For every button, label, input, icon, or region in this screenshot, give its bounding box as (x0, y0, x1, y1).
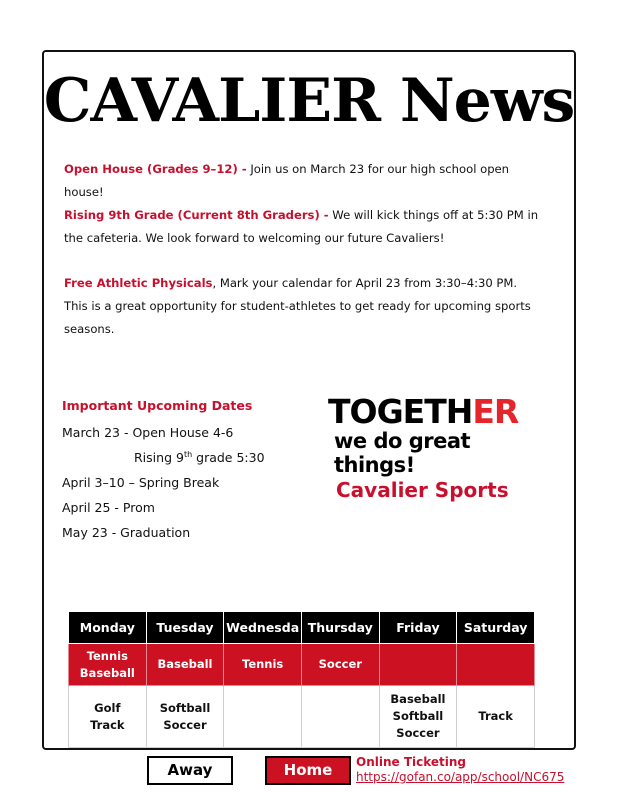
home-games-row (69, 644, 535, 686)
home-cell-wednesday (224, 644, 302, 686)
announcement-heading: Rising 9th Grade (Current 8th Graders) - (64, 208, 329, 222)
together-logo (328, 393, 543, 477)
announcement-open-house (64, 158, 544, 204)
sport-label: Track (478, 709, 513, 723)
date-line: March 23 - Open House 4-6 (62, 425, 234, 440)
home-cell-friday (379, 644, 457, 686)
date-line (134, 450, 265, 465)
announcement-body: We will kick things off at 5:30 PM in the cafeteria. We look forward to welcoming our future Cavaliers! (64, 208, 539, 245)
home-cell-thursday (301, 644, 379, 686)
day-header: Thursday (301, 612, 379, 644)
date-superscript: th (183, 450, 193, 459)
date-text: grade 5:30 (192, 450, 265, 466)
together-tagline: we do great things! (334, 429, 471, 477)
schedule-header-row (69, 612, 535, 644)
away-games-row (69, 686, 535, 748)
home-cell-monday (69, 644, 147, 686)
together-word-black: TOGETH (328, 392, 473, 431)
announcement-heading: Open House (Grades 9–12) - (64, 162, 247, 176)
sport-label: Soccer (163, 717, 207, 732)
together-word-red: ER (472, 392, 519, 431)
date-line: April 3–10 – Spring Break (62, 475, 220, 490)
announcement-heading: Free Athletic Physicals (64, 276, 213, 290)
sport-label: Tennis (86, 648, 128, 663)
away-cell-monday (69, 686, 147, 748)
sports-title: Cavalier Sports (336, 478, 509, 502)
sports-schedule-table (68, 611, 535, 748)
date-line: April 25 - Prom (62, 500, 155, 515)
home-cell-saturday (457, 644, 535, 686)
home-cell-tuesday (146, 644, 224, 686)
home-legend-box: Home (265, 756, 351, 785)
date-line: May 23 - Graduation (62, 525, 191, 540)
sport-label: Softball (159, 700, 211, 715)
together-wordmark (328, 393, 543, 431)
date-text: Rising 9 (134, 450, 184, 466)
sport-label: Soccer (318, 657, 362, 671)
ticketing-link[interactable]: https://gofan.co/app/school/NC675 (356, 770, 565, 784)
sport-label: Tennis (242, 657, 284, 671)
announcement-physicals (64, 272, 544, 341)
page-title: CAVALIER News (43, 66, 575, 136)
ticketing-label: Online Ticketing (356, 755, 467, 769)
day-header: Monday (69, 612, 147, 644)
sport-label: Baseball (390, 692, 446, 706)
sport-label: Golf (94, 700, 121, 715)
important-dates-heading: Important Upcoming Dates (62, 398, 253, 413)
away-cell-thursday (301, 686, 379, 748)
away-cell-friday (379, 686, 457, 748)
sport-label: Track (90, 717, 125, 732)
sport-label: Softball (392, 709, 444, 723)
day-header: Saturday (457, 612, 535, 644)
away-cell-tuesday (146, 686, 224, 748)
day-header: Friday (379, 612, 457, 644)
day-header: Tuesday (146, 612, 224, 644)
away-cell-saturday (457, 686, 535, 748)
announcement-body: , Mark your calendar for April 23 from 3:30–4:30 PM. This is a great opportunity for student-athletes to get ready for upcoming sports seasons. (64, 276, 531, 336)
sport-label: Baseball (157, 657, 213, 671)
away-cell-wednesday (224, 686, 302, 748)
announcement-rising-9th (64, 204, 544, 250)
away-legend-box: Away (147, 756, 233, 785)
sport-label: Baseball (79, 665, 135, 680)
day-header: Wednesda (224, 612, 302, 644)
sport-label: Soccer (396, 726, 440, 740)
announcement-body: Join us on March 23 for our high school open house! (64, 162, 510, 199)
